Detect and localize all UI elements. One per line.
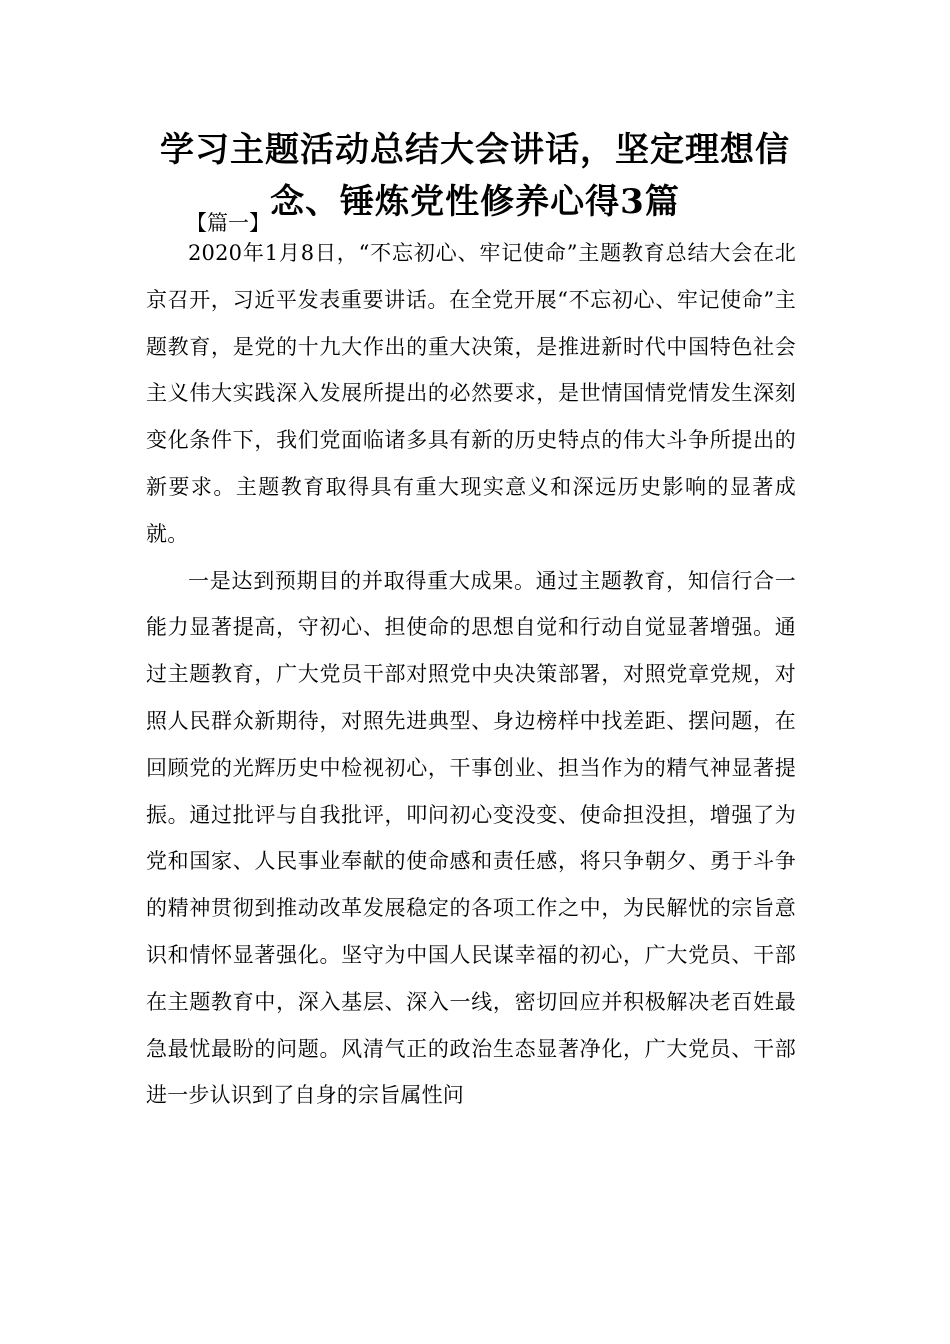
paragraph-1: 2020年1月8日，“不忘初心、牢记使命”主题教育总结大会在北京召开，习近平发表重要讲话。在全党开展“不忘初心、牢记使命”主题教育，是党的十九大作出的重大决策，是推进新时代中国特色社会主义伟大实践深入发展所提出的必然要求，是世情国情党情发生深刻变化条件下，我们党面临诸多具有新的历史特点的伟大斗争所提出的新要求。主题教育取得具有重大现实意义和深远历史影响的显著成就。 — [146, 241, 796, 546]
title-line-2: 念、锤炼党性修养心得3篇 — [270, 182, 680, 222]
paragraph-2: 一是达到预期目的并取得重大成果。通过主题教育，知信行合一能力显著提高，守初心、担使命的思想自觉和行动自觉显著增强。通过主题教育，广大党员干部对照党中央决策部署，对照党章党规，对照人民群众新期待，对照先进典型、身边榜样中找差距、摆问题，在回顾党的光辉历史中检视初心，干事创业、担当作为的精气神显著提振。通过批评与自我批评，叩问初心变没变、使命担没担，增强了为党和国家、人民事业奉献的使命感和责任感，将只争朝夕、勇于斗争的精神贯彻到推动改革发展稳定的各项工作之中，为民解忧的宗旨意识和情怀显著强化。坚守为中国人民谋幸福的初心，广大党员、干部在主题教育中，深入基层、深入一线，密切回应并积极解决老百姓最急最忧最盼的问题。风清气正的政治生态显著净化，广大党员、干部进一步认识到了自身的宗旨属性问 — [146, 568, 796, 1108]
section-label: 【篇一】 — [186, 211, 270, 235]
document-body — [146, 230, 796, 1119]
title-line-1: 学习主题活动总结大会讲话，坚定理想信 — [160, 130, 790, 170]
